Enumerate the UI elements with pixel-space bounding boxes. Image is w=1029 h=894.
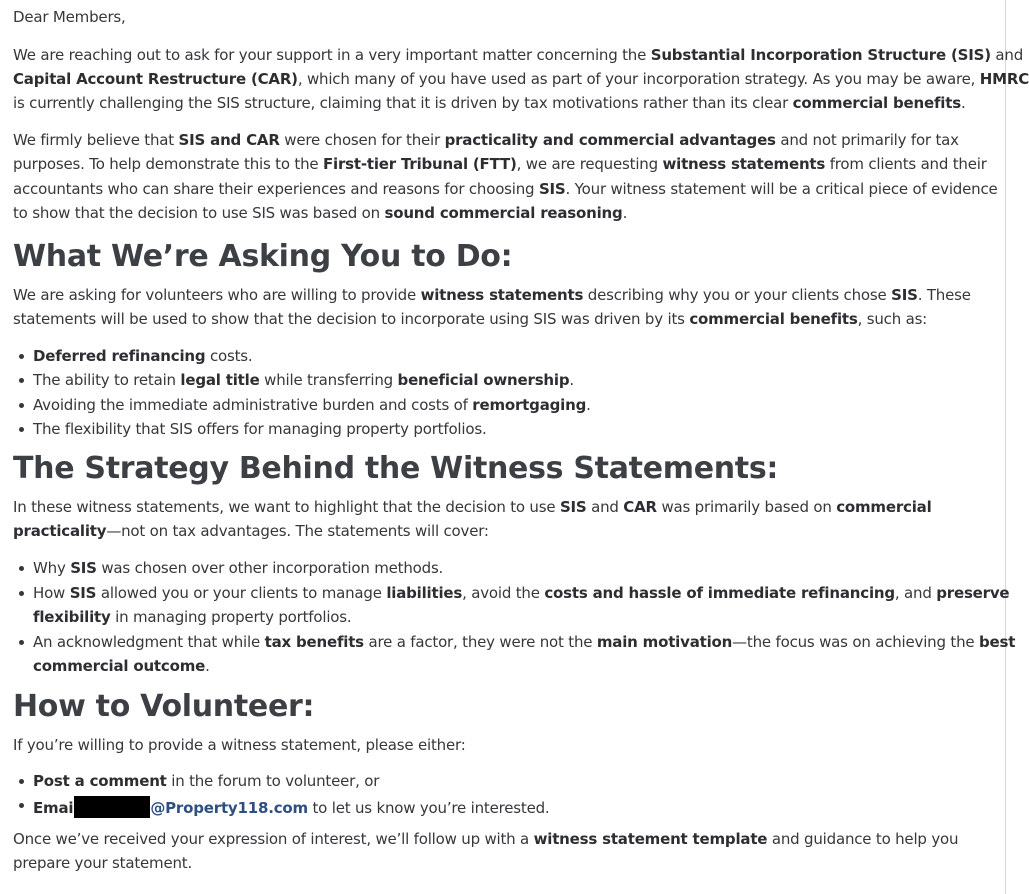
heading-what-were-asking: What We’re Asking You to Do: (13, 239, 513, 274)
intro-p1-line1: We are reaching out to ask for your support in a very important matter concerning the Substantial Incorporation Structure (SIS) and (13, 46, 1024, 64)
list-item-email: Emai @Property118.com to let us know you’re interested. (33, 796, 550, 818)
redaction-block (74, 796, 150, 818)
list-item: An acknowledgment that while tax benefits are a factor, they were not the main motivation—the focus was on achieving the best (33, 633, 1016, 651)
section2-line2: practicality—not on tax advantages. The statements will cover: (13, 522, 489, 540)
intro-p2-line4: to show that the decision to use SIS was based on sound commercial reasoning. (13, 204, 628, 222)
list-item: The ability to retain legal title while transferring beneficial ownership. (33, 371, 574, 389)
bullet-dot (19, 566, 24, 571)
bullet-dot (19, 591, 24, 596)
list-item: How SIS allowed you or your clients to manage liabilities, avoid the costs and hassle of immediate refinancing, and preserve (33, 584, 1010, 602)
page-border (1005, 0, 1006, 894)
list-item: Why SIS was chosen over other incorporation methods. (33, 559, 444, 577)
heading-how-to-volunteer: How to Volunteer: (13, 689, 315, 724)
greeting: Dear Members, (13, 8, 126, 26)
list-item-continuation: commercial outcome. (33, 657, 210, 675)
list-item: Avoiding the immediate administrative burden and costs of remortgaging. (33, 396, 591, 414)
list-item: Post a comment in the forum to volunteer, or (33, 772, 380, 790)
intro-p2-line1: We firmly believe that SIS and CAR were chosen for their practicality and commercial advantages and not primarily for tax (13, 131, 959, 149)
bullet-dot (19, 640, 24, 645)
email-link[interactable]: @Property118.com (150, 799, 308, 817)
intro-p1-line2: Capital Account Restructure (CAR), which many of you have used as part of your incorporation strategy. As you may be aware, HMRC (13, 70, 1029, 88)
list-item-continuation: flexibility in managing property portfolios. (33, 608, 352, 626)
list-item: The flexibility that SIS offers for managing property portfolios. (33, 420, 487, 438)
bullet-dot (19, 354, 24, 359)
section1-line1: We are asking for volunteers who are willing to provide witness statements describing why you or your clients chose SIS. These (13, 286, 971, 304)
closing-line2: prepare your statement. (13, 854, 193, 872)
bullet-dot (19, 779, 24, 784)
bullet-dot (19, 378, 24, 383)
bullet-dot (19, 803, 24, 808)
intro-p2-line2: purposes. To help demonstrate this to the First-tier Tribunal (FTT), we are requesting witness statements from clients and their (13, 155, 987, 173)
intro-p1-line3: is currently challenging the SIS structure, claiming that it is driven by tax motivations rather than its clear commercial benefits. (13, 94, 966, 112)
section1-line2: statements will be used to show that the decision to incorporate using SIS was driven by its commercial benefits, such as: (13, 310, 928, 328)
section3-intro: If you’re willing to provide a witness statement, please either: (13, 736, 466, 754)
intro-p2-line3: accountants who can share their experiences and reasons for choosing SIS. Your witness statement will be a critical piece of evidence (13, 180, 998, 198)
closing-line1: Once we’ve received your expression of interest, we’ll follow up with a witness statement template and guidance to help you (13, 830, 959, 848)
heading-strategy: The Strategy Behind the Witness Statements: (13, 451, 779, 486)
list-item: Deferred refinancing costs. (33, 347, 253, 365)
bullet-dot (19, 403, 24, 408)
bullet-dot (19, 427, 24, 432)
section2-line1: In these witness statements, we want to highlight that the decision to use SIS and CAR was primarily based on commercial (13, 498, 932, 516)
